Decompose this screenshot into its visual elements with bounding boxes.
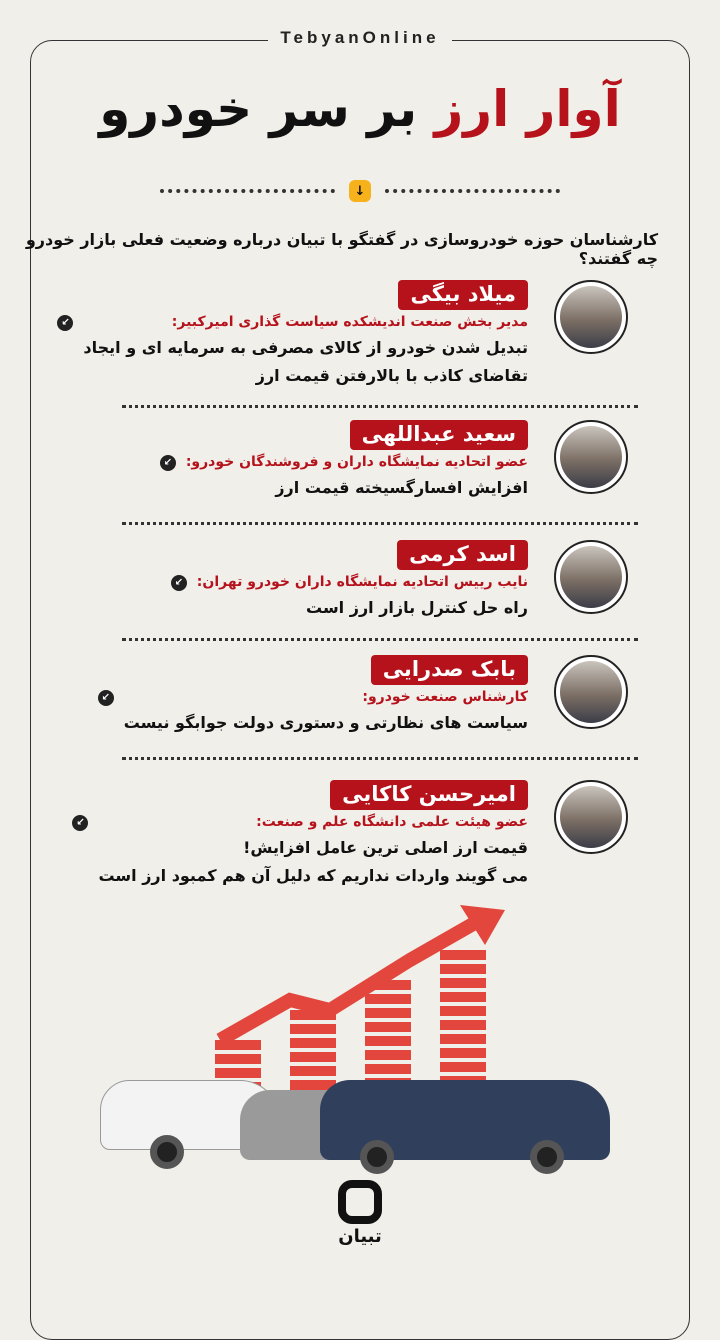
rising-chart-cars-illustration xyxy=(90,890,630,1190)
expert-role xyxy=(163,454,528,470)
arrow-bullet-icon: ↙ xyxy=(171,575,187,591)
arrow-bullet-icon: ↙ xyxy=(98,690,114,706)
expert-role xyxy=(61,314,528,330)
role-text: نایب رییس اتحادیه نمایشگاه داران خودرو تهران: xyxy=(196,574,528,590)
quote-line: راه حل کنترل بازار ارز است xyxy=(306,598,528,617)
dotted-line xyxy=(160,189,335,193)
dotted-separator xyxy=(122,405,638,408)
expert-item xyxy=(174,540,528,622)
role-text: کارشناس صنعت خودرو: xyxy=(362,689,528,705)
rising-arrow-icon xyxy=(210,900,510,1050)
expert-item xyxy=(76,780,528,890)
expert-avatar xyxy=(554,420,628,494)
expert-quote xyxy=(83,334,528,390)
quote-line: تقاضای کاذب با بالارفتن قیمت ارز xyxy=(255,366,528,385)
expert-quote xyxy=(197,594,528,622)
expert-avatar xyxy=(554,780,628,854)
title-black: بر سر خودرو xyxy=(99,80,418,138)
dotted-separator xyxy=(122,757,638,760)
quote-line: افزایش افسارگسیخته قیمت ارز xyxy=(275,478,528,497)
expert-name: اسد کرمی xyxy=(397,540,528,570)
expert-avatar xyxy=(554,655,628,729)
brand-header xyxy=(0,28,720,48)
quote-line: سیاست های نظارتی و دستوری دولت جوابگو نیست xyxy=(123,713,528,732)
expert-role xyxy=(76,814,528,830)
quote-line: می گویند واردات نداریم که دلیل آن هم کمبود ارز است xyxy=(98,866,528,885)
expert-name: سعید عبداللهی xyxy=(350,420,528,450)
expert-avatar xyxy=(554,280,628,354)
expert-role xyxy=(101,689,528,705)
arrow-down-icon: ↓ xyxy=(349,180,371,202)
quote-line: تبدیل شدن خودرو از کالای مصرفی به سرمایه ای و ایجاد xyxy=(83,338,528,357)
tebyan-logo xyxy=(0,1180,720,1247)
arrow-bullet-icon: ↙ xyxy=(160,455,176,471)
expert-avatar xyxy=(554,540,628,614)
dotted-line xyxy=(385,189,560,193)
arrow-bullet-icon: ↙ xyxy=(57,315,73,331)
title-red: آوار ارز xyxy=(434,80,621,138)
intro-text: کارشناسان حوزه خودروسازی در گفتگو با تبیان درباره وضعیت فعلی بازار خودرو چه گفتند؟ xyxy=(25,230,658,268)
page-title xyxy=(0,80,720,138)
dotted-separator xyxy=(122,638,638,641)
role-text: مدیر بخش صنعت اندیشکده سیاست گذاری امیرکبیر: xyxy=(171,314,528,330)
dotted-separator xyxy=(122,522,638,525)
title-divider xyxy=(160,180,560,202)
brand-name: TebyanOnline xyxy=(268,28,451,47)
expert-quote xyxy=(98,834,528,890)
expert-item xyxy=(101,655,528,737)
arrow-bullet-icon: ↙ xyxy=(72,815,88,831)
expert-name: میلاد بیگی xyxy=(398,280,528,310)
tebyan-logo-icon xyxy=(338,1180,382,1224)
expert-item xyxy=(61,280,528,390)
role-text: عضو اتحادیه نمایشگاه داران و فروشندگان خودرو: xyxy=(185,454,528,470)
expert-name: امیرحسن کاکایی xyxy=(330,780,528,810)
logo-text: تبیان xyxy=(338,1226,382,1247)
expert-quote xyxy=(124,709,528,737)
role-text: عضو هیئت علمی دانشگاه علم و صنعت: xyxy=(256,814,528,830)
expert-quote xyxy=(186,474,528,502)
quote-line: قیمت ارز اصلی ترین عامل افزایش! xyxy=(243,838,528,857)
expert-name: بابک صدرایی xyxy=(371,655,528,685)
expert-item xyxy=(163,420,528,502)
expert-role xyxy=(174,574,528,590)
